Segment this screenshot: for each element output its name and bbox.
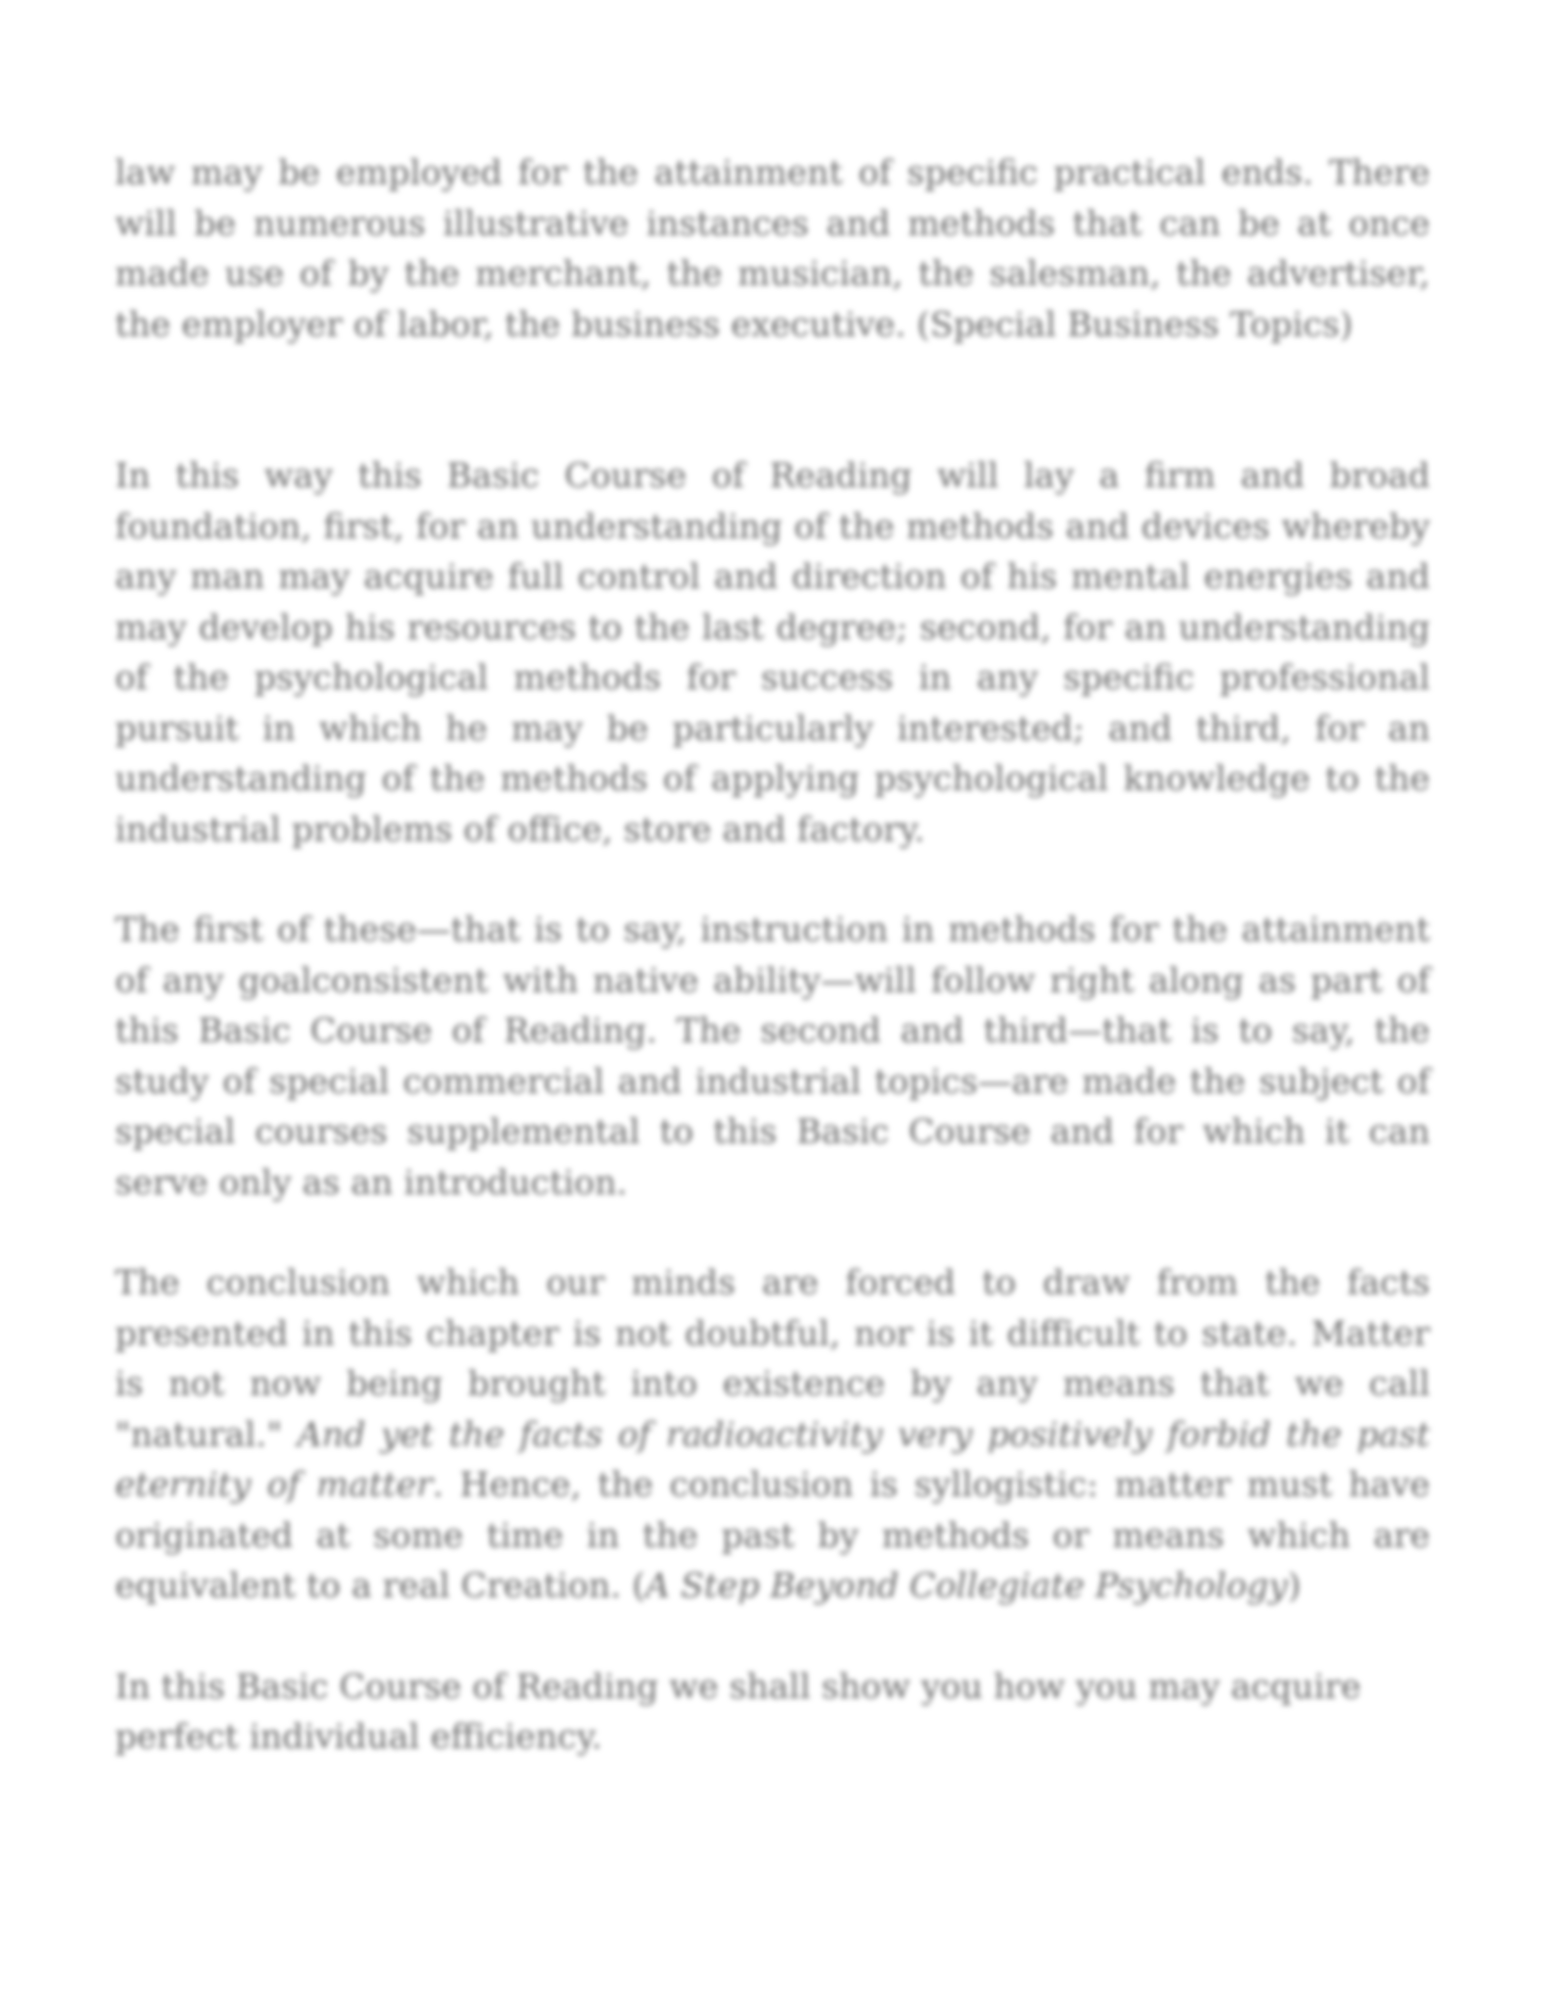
- paragraph-text: ): [1287, 1566, 1302, 1606]
- paragraph-text: law may be employed for the attainment of specific practical ends. There will be numerous illustrative instances and methods that can be at once made use of by the merchant, the musician, the salesman, the advertiser, the employer of labor, the business executive. (Special Business Topics): [115, 153, 1430, 345]
- paragraph-conclusion: [115, 1258, 1430, 1612]
- citation-title: A Step Beyond Collegiate Psychology: [645, 1566, 1288, 1606]
- paragraph-foundation: [115, 451, 1430, 855]
- document-page: [115, 148, 1430, 1763]
- paragraph-text: The conclusion which our minds are forced to draw from the facts presented in this chapter is not doubtful, nor is it difficult to state. Matter is not now being brought into existence by any means that we call "natural.": [115, 1263, 1430, 1455]
- paragraph-closing: [115, 1662, 1430, 1763]
- paragraph-first-of-these: [115, 905, 1430, 1208]
- paragraph-text: In this way this Basic Course of Reading will lay a firm and broad foundation, first, for an understanding of the methods and devices whereby any man may acquire full control and direction of his mental energies and may develop his resources to the last degree; second, for an understanding of the psychological methods for success in any specific professional pursuit in which he may be particularly interested; and third, for an understanding of the methods of applying psychological knowledge to the industrial problems of office, store and factory.: [115, 456, 1430, 850]
- paragraph-text: . Hence, the conclusion is syllogistic: matter must have originated at some time in the past by methods or means which are equivalent to a real Creation. (: [115, 1465, 1430, 1606]
- paragraph-text: The first of these—that is to say, instruction in methods for the attainment of any goalconsistent with native ability—will follow right along as part of this Basic Course of Reading. The second and third—that is to say, the study of special commercial and industrial topics—are made the subject of special courses supplemental to this Basic Course and for which it can serve only as an introduction.: [115, 910, 1430, 1203]
- paragraph-line: perfect individual efficiency.: [115, 1717, 603, 1757]
- paragraph-special-business-topics: [115, 148, 1430, 350]
- emphasis-text: And yet the facts of radioactivity very positively forbid the past eternity of matter: [115, 1414, 1430, 1505]
- paragraph-line: In this Basic Course of Reading we shall show you how you may acquire: [115, 1666, 1361, 1707]
